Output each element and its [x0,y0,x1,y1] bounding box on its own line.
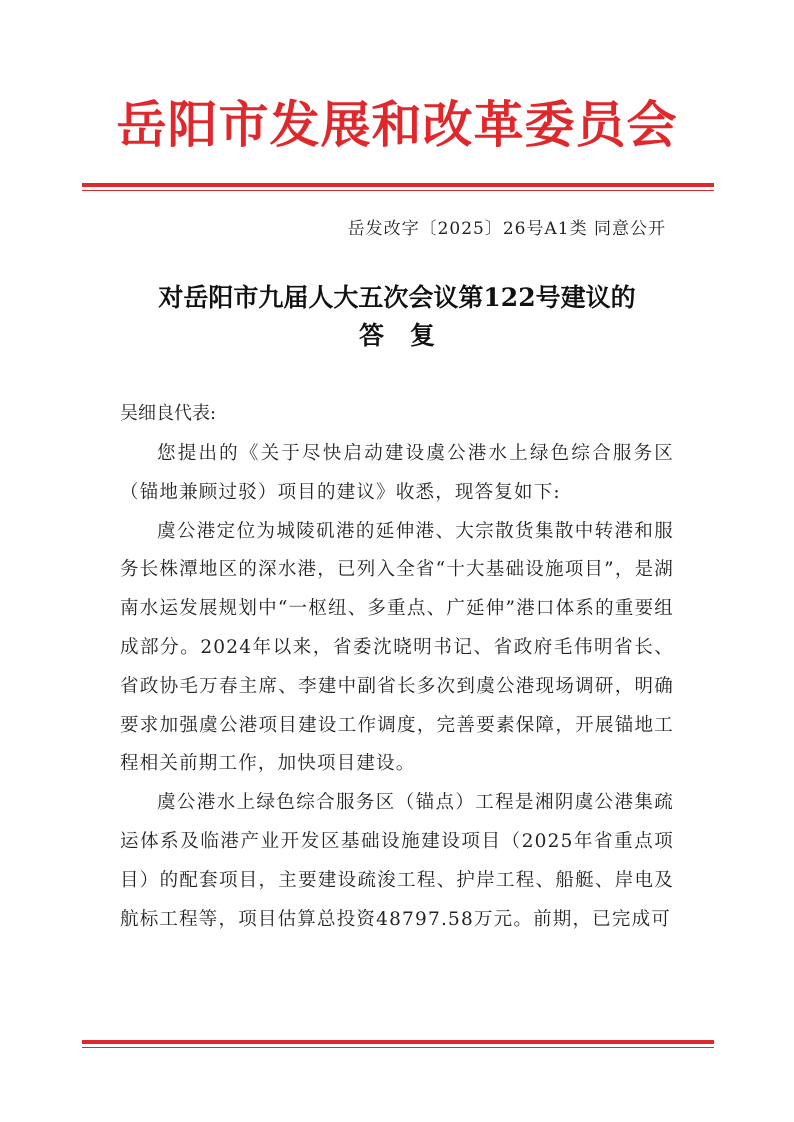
red-rule-thick [82,183,714,187]
document-number: 岳发改字〔2025〕26号A1类 同意公开 [347,219,666,239]
letterhead-red-rule [82,183,714,191]
letterhead-title: 岳阳市发展和改革委员会 [116,95,678,154]
document-title-line-1: 对岳阳市九届人大五次会议第122号建议的 [158,283,636,312]
paragraph: 虞公港定位为城陵矶港的延伸港、大宗散货集散中转港和服务长株潭地区的深水港，已列入全省“十大基础设施项目”，是湖南水运发展规划中“一枢纽、多重点、广延伸”港口体系的重要组成部分。2024年以来，省委沈晓明书记、省政府毛伟明省长、省政协毛万春主席、李建中副省长多次到虞公港现场调研，明确要求加强虞公港项目建设工作调度，完善要素保障，开展锚地工程相关前期工作，加快项目建设。 [120,520,674,775]
salutation: 吴细良代表: [120,403,217,424]
red-rule-thin [82,190,714,191]
paragraph: 虞公港水上绿色综合服务区（锚点）工程是湘阴虞公港集疏运体系及临港产业开发区基础设施建设项目（2025年省重点项目）的配套项目，主要建设疏浚工程、护岸工程、船艇、岸电及航标工程等，项目估算总投资48797.58万元。前期，已完成可 [120,792,674,930]
body-text [120,435,674,939]
paragraph: 您提出的《关于尽快启动建设虞公港水上绿色综合服务区（锚地兼顾过驳）项目的建议》收悉，现答复如下: [120,443,674,503]
document-title-line-2: 答复 [358,321,461,350]
footer-red-rule [82,1040,714,1048]
red-rule-thick [82,1040,714,1044]
red-rule-thin [82,1047,714,1048]
